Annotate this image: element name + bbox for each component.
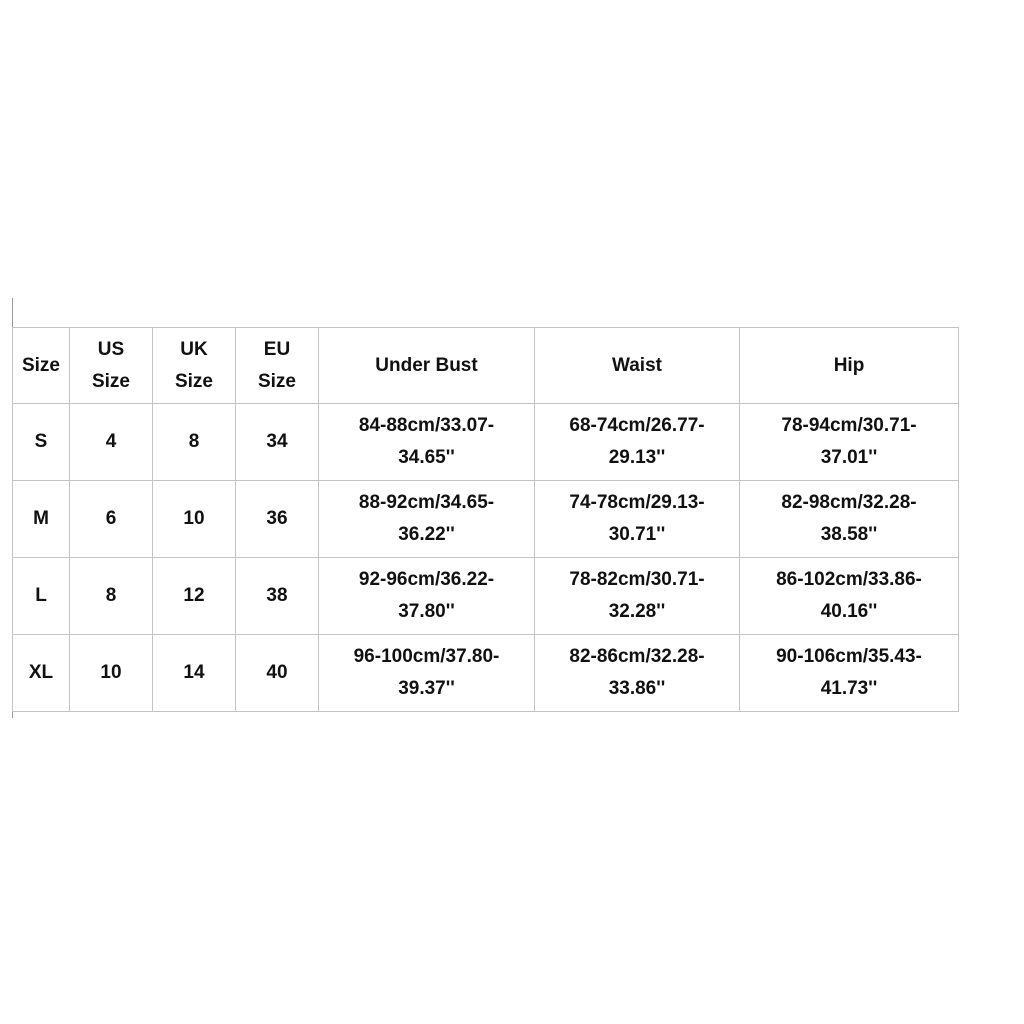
header-uk-size-line1: UK (180, 338, 208, 360)
cell-hip-line2: 41.73'' (820, 678, 878, 699)
cell-eu-size (236, 558, 319, 635)
header-eu-size-line1: EU (263, 338, 291, 360)
cell-waist-line2: 29.13'' (608, 447, 666, 468)
cell-hip-line2: 40.16'' (820, 601, 878, 622)
header-hip-text: Hip (833, 354, 865, 376)
header-under-bust (319, 328, 535, 404)
cell-under-bust-line1: 84-88cm/33.07- (358, 415, 495, 436)
cell-size (13, 481, 70, 558)
header-us-size (70, 328, 153, 404)
cell-waist-line1: 68-74cm/26.77- (569, 415, 705, 436)
cell-hip-line1: 82-98cm/32.28- (781, 492, 917, 513)
cell-waist (535, 404, 740, 481)
cell-size-text: XL (28, 662, 54, 683)
header-row (13, 328, 959, 404)
cell-size-text: M (33, 508, 49, 529)
cell-eu-size (236, 404, 319, 481)
cell-uk-size-text: 8 (188, 431, 200, 452)
cell-hip (740, 404, 959, 481)
cell-size-text: S (34, 431, 48, 452)
cell-uk-size (153, 558, 236, 635)
table-row (13, 404, 959, 481)
size-chart-table (12, 327, 959, 712)
cell-us-size-text: 6 (105, 508, 117, 529)
cell-under-bust (319, 404, 535, 481)
cell-uk-size-text: 12 (183, 585, 205, 606)
cell-under-bust-line2: 34.65'' (398, 447, 455, 468)
table-row (13, 558, 959, 635)
header-uk-size (153, 328, 236, 404)
cell-hip-line1: 78-94cm/30.71- (781, 415, 917, 436)
cell-under-bust-line2: 37.80'' (398, 601, 455, 622)
cell-hip-line1: 86-102cm/33.86- (776, 569, 922, 590)
cell-us-size (70, 404, 153, 481)
cell-us-size (70, 481, 153, 558)
cell-hip (740, 635, 959, 712)
cell-eu-size (236, 635, 319, 712)
cell-hip-line1: 90-106cm/35.43- (776, 646, 922, 667)
header-size-text: Size (21, 354, 61, 376)
cell-us-size (70, 558, 153, 635)
cell-waist-line2: 33.86'' (608, 678, 666, 699)
cell-uk-size (153, 635, 236, 712)
cell-eu-size (236, 481, 319, 558)
cell-under-bust-line2: 36.22'' (398, 524, 455, 545)
cell-waist (535, 558, 740, 635)
cell-waist-line1: 78-82cm/30.71- (569, 569, 705, 590)
cell-hip-line2: 37.01'' (820, 447, 878, 468)
cell-under-bust (319, 635, 535, 712)
table-row (13, 635, 959, 712)
cell-waist (535, 635, 740, 712)
cell-eu-size-text: 38 (266, 585, 288, 606)
cell-hip-line2: 38.58'' (820, 524, 878, 545)
header-waist-text: Waist (612, 354, 662, 376)
header-us-size-line1: US (97, 338, 125, 360)
cell-uk-size (153, 481, 236, 558)
cell-hip (740, 558, 959, 635)
cell-under-bust-line2: 39.37'' (398, 678, 455, 699)
cell-uk-size (153, 404, 236, 481)
cell-us-size-text: 8 (105, 585, 117, 606)
cell-uk-size-text: 14 (183, 662, 205, 683)
table-row (13, 481, 959, 558)
cell-eu-size-text: 34 (266, 431, 288, 452)
header-eu-size-line2: Size (257, 370, 297, 392)
header-size (13, 328, 70, 404)
cell-uk-size-text: 10 (183, 508, 205, 529)
cell-under-bust (319, 481, 535, 558)
cell-size (13, 404, 70, 481)
cell-size (13, 635, 70, 712)
cell-under-bust-line1: 88-92cm/34.65- (358, 492, 495, 513)
cell-eu-size-text: 36 (266, 508, 288, 529)
header-us-size-line2: Size (91, 370, 131, 392)
header-under-bust-text: Under Bust (375, 354, 478, 376)
cell-waist-line1: 74-78cm/29.13- (569, 492, 705, 513)
cell-us-size-text: 10 (100, 662, 122, 683)
cell-size (13, 558, 70, 635)
cell-waist-line2: 32.28'' (608, 601, 666, 622)
cell-under-bust (319, 558, 535, 635)
header-hip (740, 328, 959, 404)
header-eu-size (236, 328, 319, 404)
cell-us-size-text: 4 (105, 431, 117, 452)
cell-waist-line1: 82-86cm/32.28- (569, 646, 705, 667)
cell-size-text: L (35, 585, 47, 606)
cell-eu-size-text: 40 (266, 662, 288, 683)
cell-waist-line2: 30.71'' (608, 524, 666, 545)
cell-waist (535, 481, 740, 558)
header-waist (535, 328, 740, 404)
cell-under-bust-line1: 92-96cm/36.22- (358, 569, 495, 590)
header-uk-size-line2: Size (174, 370, 214, 392)
cell-hip (740, 481, 959, 558)
cell-us-size (70, 635, 153, 712)
cell-under-bust-line1: 96-100cm/37.80- (353, 646, 500, 667)
